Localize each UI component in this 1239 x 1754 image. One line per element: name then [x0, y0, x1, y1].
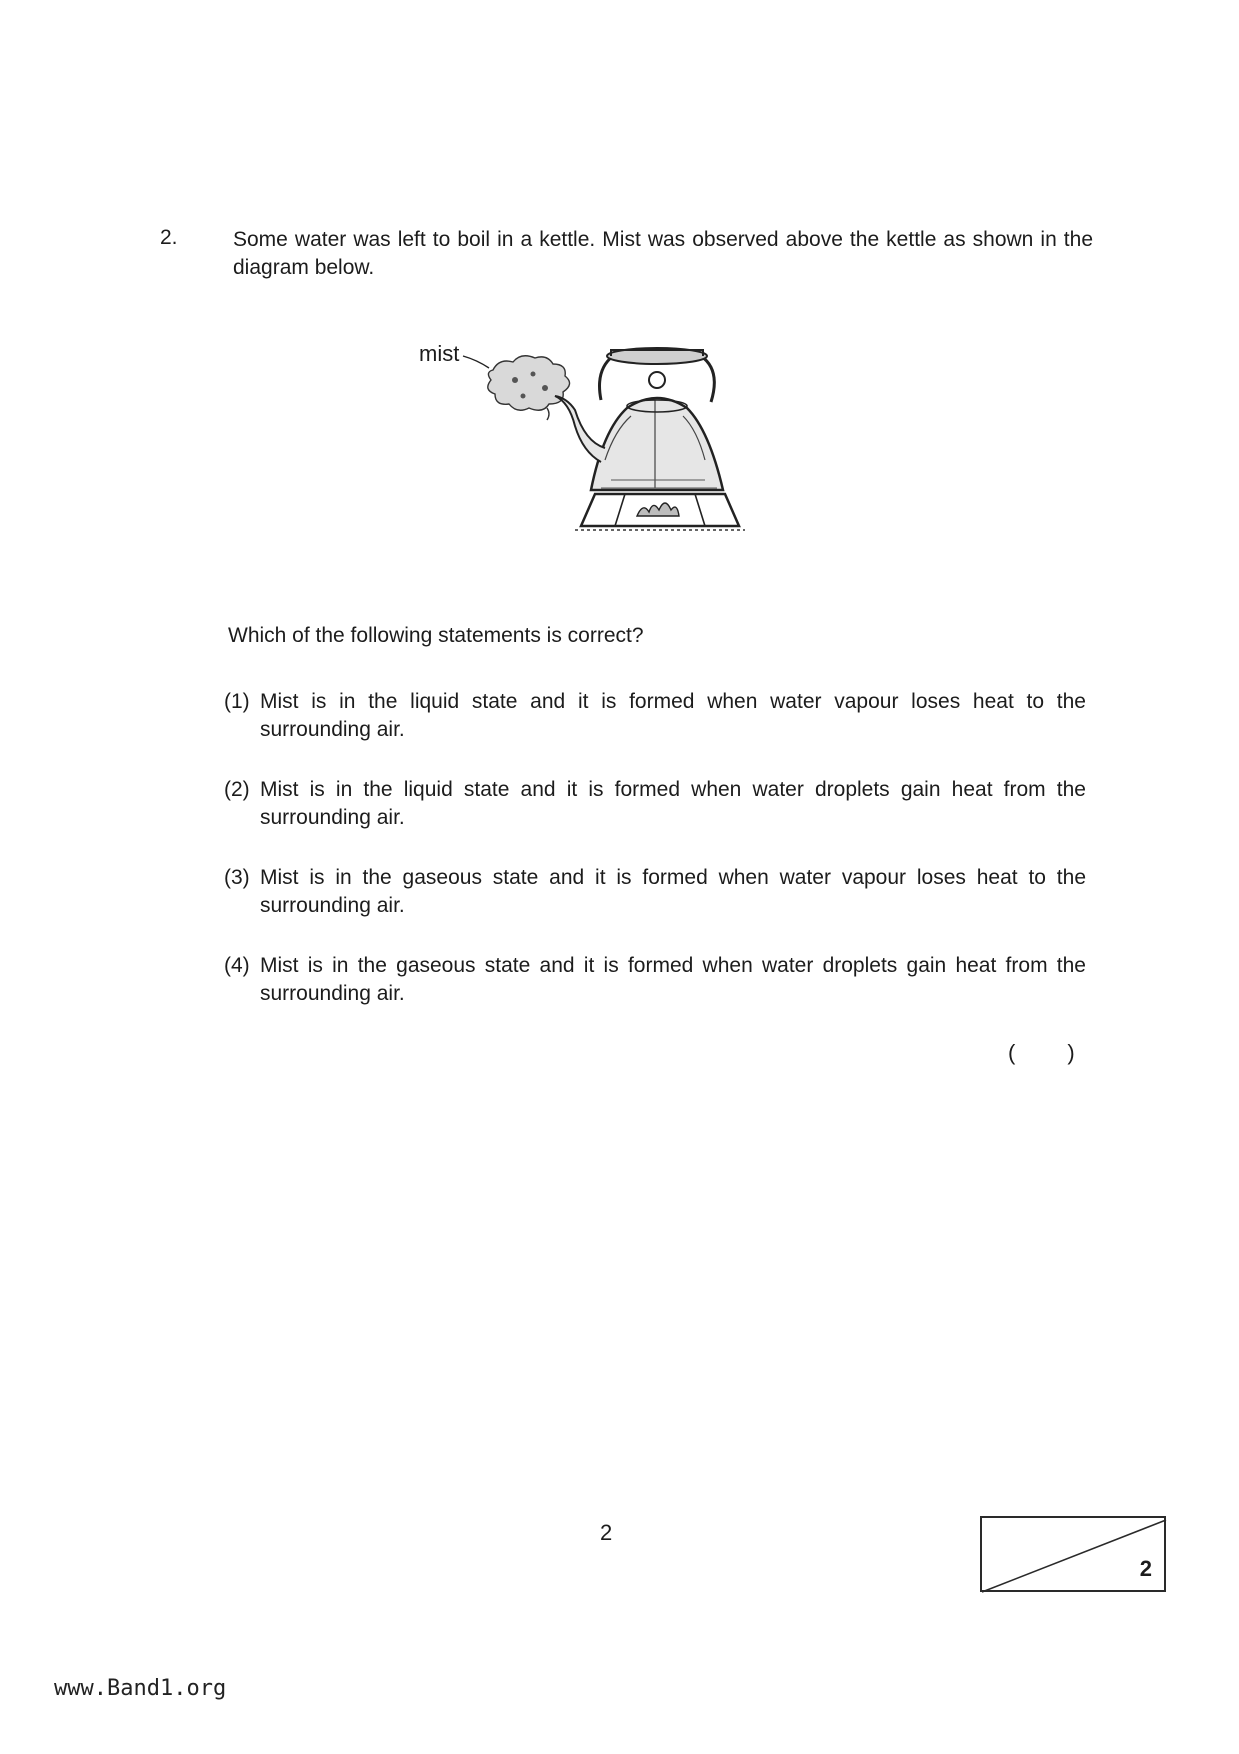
page-number: 2	[600, 1520, 613, 1545]
kettle-illustration	[405, 330, 785, 610]
option-number: (3)	[224, 866, 250, 889]
option-text: Mist is in the liquid state and it is formed when water droplets gain heat from the surrounding air.	[260, 778, 1086, 829]
option-text: Mist is in the liquid state and it is formed when water vapour loses heat to the surrounding air.	[260, 690, 1086, 741]
option-2[interactable]	[224, 776, 1086, 832]
answer-open-bracket: (	[1008, 1040, 1016, 1065]
option-3[interactable]	[224, 864, 1086, 920]
mist-cloud	[488, 356, 570, 420]
answer-blank[interactable]	[1008, 1040, 1075, 1066]
option-text: Mist is in the gaseous state and it is formed when water vapour loses heat to the surrounding air.	[260, 866, 1086, 917]
option-number: (4)	[224, 954, 250, 977]
option-text: Mist is in the gaseous state and it is formed when water droplets gain heat from the surrounding air.	[260, 954, 1086, 1005]
mist-label: mist	[419, 341, 460, 366]
marks-box	[980, 1516, 1166, 1592]
option-number: (2)	[224, 778, 250, 801]
option-number: (1)	[224, 690, 250, 713]
marks-value: 2	[1139, 1556, 1152, 1581]
footer-url[interactable]: www.Band1.org	[54, 1676, 227, 1701]
question-stem: Some water was left to boil in a kettle. Mist was observed above the kettle as shown in the diagram below.	[233, 228, 1093, 279]
answer-close-bracket: )	[1067, 1040, 1075, 1065]
question-prompt: Which of the following statements is correct?	[228, 624, 644, 647]
kettle-diagram	[405, 330, 785, 610]
question-number: 2.	[160, 226, 178, 249]
option-4[interactable]	[224, 952, 1086, 1008]
option-1[interactable]	[224, 688, 1086, 744]
kettle-spout	[555, 396, 605, 462]
